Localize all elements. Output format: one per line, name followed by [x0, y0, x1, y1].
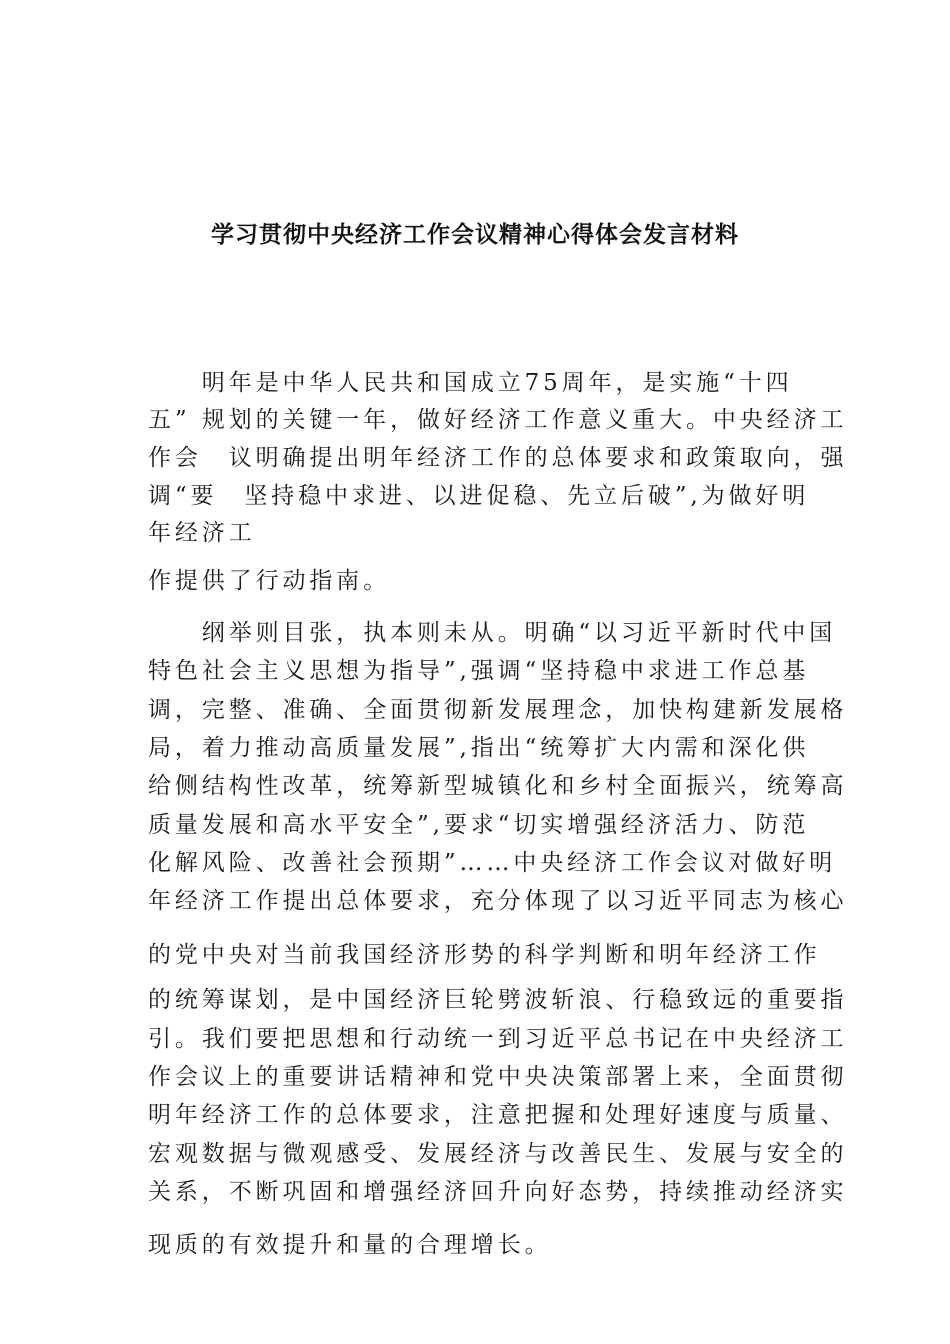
- body-line: 调，完整、准确、全面贯彻新发展理念，加快构建新发展格: [148, 697, 848, 723]
- body-line: 关系，不断巩固和增强经济回升向好态势，持续推动经济实: [148, 1179, 848, 1205]
- body-line: 调“要 坚持稳中求进、以进促稳、先立后破”,为做好明: [148, 483, 810, 509]
- body-line: 宏观数据与微观感受、发展经济与改善民生、发展与安全的: [148, 1141, 848, 1167]
- body-line: 作提供了行动指南。: [148, 568, 391, 594]
- body-line: 质量发展和高水平安全”,要求“切实增强经济活力、防范: [148, 812, 810, 838]
- body-line: 的党中央对当前我国经济形势的科学判断和明年经济工作: [148, 942, 821, 968]
- body-line: 化解风险、改善社会预期”……中央经济工作会议对做好明: [148, 850, 837, 876]
- body-line: 作会议上的重要讲话精神和党中央决策部署上来，全面贯彻: [148, 1064, 848, 1090]
- body-line: 作会 议明确提出明年经济工作的总体要求和政策取向，强: [148, 445, 848, 471]
- body-line: 引。我们要把思想和行动统一到习近平总书记在中央经济工: [148, 1026, 848, 1052]
- body-line: 明年是中华人民共和国成立75周年，是实施“十四: [148, 370, 793, 396]
- body-line: 年经济工: [148, 520, 256, 546]
- body-line: 五” 规划的关键一年，做好经济工作意义重大。中央经济工: [148, 407, 848, 433]
- body-line: 的统筹谋划，是中国经济巨轮劈波斩浪、行稳致远的重要指: [148, 987, 848, 1013]
- body-line: 局，着力推动高质量发展”,指出“统筹扩大内需和深化供: [148, 735, 810, 761]
- body-line: 明年经济工作的总体要求，注意把握和处理好速度与质量、: [148, 1102, 848, 1128]
- body-line: 特色社会主义思想为指导”,强调“坚持稳中求进工作总基: [148, 658, 810, 684]
- body-line: 给侧结构性改革，统筹新型城镇化和乡村全面振兴，统筹高: [148, 773, 848, 799]
- body-line: 现质的有效提升和量的合理增长。: [148, 1232, 552, 1258]
- document-title: 学习贯彻中央经济工作会议精神心得体会发言材料: [211, 222, 739, 248]
- body-line: 年经济工作提出总体要求，充分体现了以习近平同志为核心: [148, 888, 848, 914]
- body-line: 纲举则目张，执本则未从。明确“以习近平新时代中国: [148, 620, 837, 646]
